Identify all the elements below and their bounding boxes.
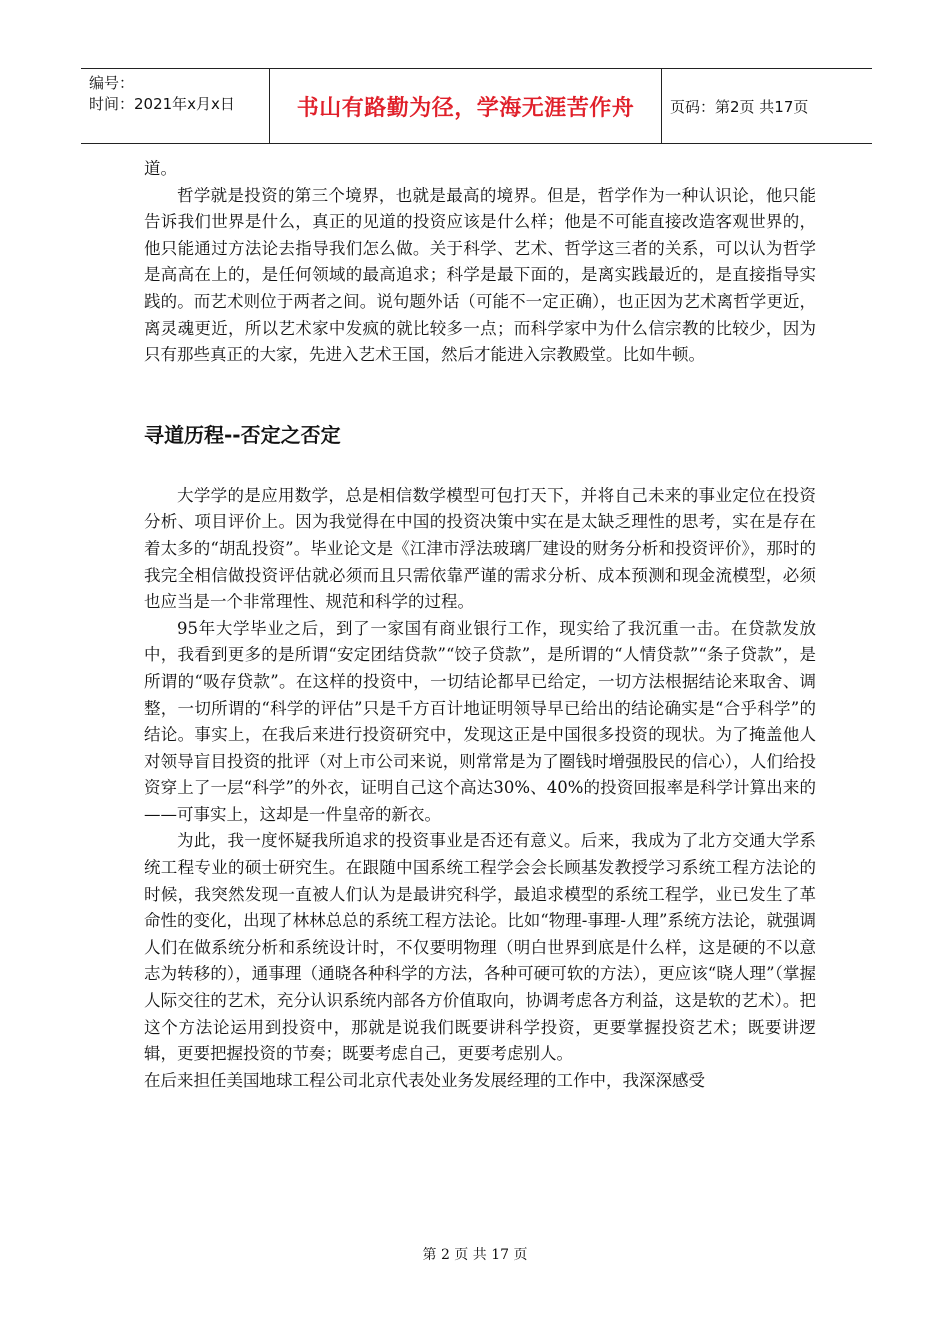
header-motto: 书山有路勤为径，学海无涯苦作舟 — [296, 95, 635, 121]
header-meta — [81, 69, 270, 143]
document-body — [144, 156, 816, 1094]
document-time-label: 时间：2021年x月x日 — [89, 95, 235, 113]
document-number-label: 编号： — [89, 74, 135, 92]
paragraph-later: 在后来担任美国地球工程公司北京代表处业务发展经理的工作中，我深深感受 — [144, 1070, 705, 1090]
header-motto-cell — [270, 69, 662, 143]
paragraph-university: 大学学的是应用数学，总是相信数学模型可包打天下，并将自己未来的事业定位在投资分析、项目评价上。因为我觉得在中国的投资决策中实在是太缺乏理性的思考，实在是存在着太多的“胡乱投资”。毕业论文是《江津市浮法玻璃厂建设的财务分析和投资评价》，那时的我完全相信做投资评估就必须而且只需依靠严谨的需求分析、成本预测和现金流模型，必须也应当是一个非常理性、规范和科学的过程。 — [144, 485, 816, 612]
paragraph-philosophy: 哲学就是投资的第三个境界，也就是最高的境界。但是，哲学作为一种认识论，他只能告诉我们世界是什么，真正的见道的投资应该是什么样；他是不可能直接改造客观世界的，他只能通过方法论去指导我们怎么做。关于科学、艺术、哲学这三者的关系，可以认为哲学是高高在上的，是任何领域的最高追求；科学是最下面的，是离实践最近的，是直接指导实践的。而艺术则位于两者之间。说句题外话（可能不一定正确），也正因为艺术离哲学更近，离灵魂更近，所以艺术家中发疯的就比较多一点；而科学家中为什么信宗教的比较少，因为只有那些真正的大家，先进入艺术王国，然后才能进入宗教殿堂。比如牛顿。 — [144, 185, 816, 365]
header-page-info: 页码：第2页 共17页 — [670, 97, 809, 116]
section-heading: 寻道历程--否定之否定 — [144, 422, 341, 447]
paragraph-doubt: 为此，我一度怀疑我所追求的投资事业是否还有意义。后来，我成为了北方交通大学系统工程专业的硕士研究生。在跟随中国系统工程学会会长顾基发教授学习系统工程方法论的时候，我突然发现一直被人们认为是最讲究科学，最追求模型的系统工程学，业已发生了革命性的变化，出现了林林总总的系统工程方法论。比如“物理-事理-人理”系统方法论，就强调人们在做系统分析和系统设计时，不仅要明物理（明白世界到底是什么样，这是硬的不以意志为转移的），通事理（通晓各种科学的方法，各种可硬可软的方法），更应该“晓人理”（掌握人际交往的艺术，充分认识系统内部各方价值取向，协调考虑各方利益，这是软的艺术）。把这个方法论运用到投资中，那就是说我们既要讲科学投资，更要掌握投资艺术；既要讲逻辑，更要把握投资的节奏；既要考虑自己，更要考虑别人。 — [144, 831, 816, 1064]
paragraph-bank: 95年大学毕业之后，到了一家国有商业银行工作，现实给了我沉重一击。在贷款发放中，我看到更多的是所谓“安定团结贷款”“饺子贷款”，是所谓的“人情贷款”“条子贷款”，是所谓的“吸存贷款”。在这样的投资中，一切结论都早已给定，一切方法根据结论来取舍、调整，一切所谓的“科学的评估”只是千方百计地证明领导早已给出的结论确实是“合乎科学”的结论。事实上，在我后来进行投资研究中，发现这正是中国很多投资的现状。为了掩盖他人对领导盲目投资的批评（对上市公司来说，则常常是为了圈钱时增强股民的信心），人们给投资穿上了一层“科学”的外衣，证明自己这个高达30%、40%的投资回报率是科学计算出来的——可事实上，这却是一件皇帝的新衣。 — [144, 618, 816, 824]
page-footer: 第 2 页 共 17 页 — [422, 1247, 528, 1263]
page-header — [81, 68, 872, 144]
paragraph-continuation: 道。 — [144, 159, 177, 178]
